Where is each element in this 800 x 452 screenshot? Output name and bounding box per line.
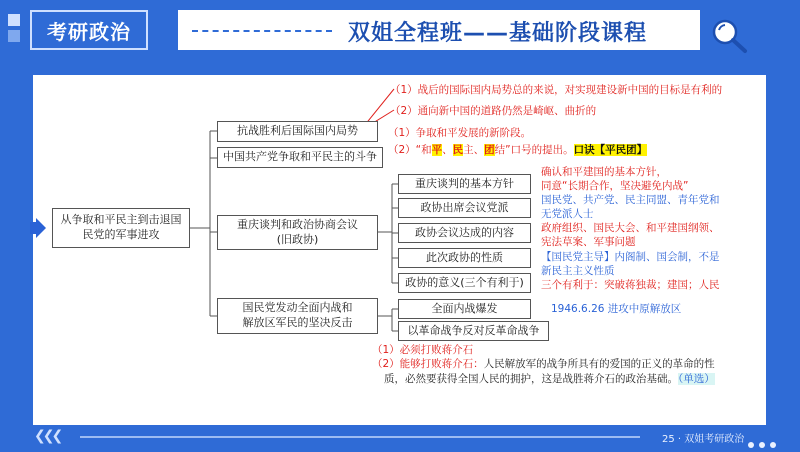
note-parties-2: 无党派人士 [541, 208, 594, 220]
keyword-peace: 平 [431, 144, 443, 156]
node-chongqing-talks-line1: 重庆谈判和政治协商会议 [237, 217, 358, 231]
note-nature-1: 【国民党主导】内阁制、国会制，不是 [541, 251, 720, 263]
note-struggle-2-sep1: 、 [442, 144, 453, 156]
node-civil-war-line1: 国民党发动全面内战和 [242, 301, 353, 315]
note-situation-1: （1）战后的国际国内局势总的来说，对实现建设新中国的目标是有利的 [390, 84, 723, 96]
note-war-date: 1946.6.26 进攻中原解放区 [551, 303, 682, 315]
title-dash-line [192, 30, 332, 32]
node-civil-war-line2: 解放区军民的坚决反击 [242, 316, 353, 329]
note-struggle-2-post: 结”口号的提出。 [494, 144, 574, 156]
logo-title: 考研政治 [30, 10, 148, 50]
search-icon[interactable] [705, 14, 755, 58]
node-revolutionary-war: 以革命战争反对反革命战争 [398, 321, 549, 341]
node-postwar-situation: 抗战胜利后国际国内局势 [217, 121, 378, 142]
note-struggle-2 [388, 142, 647, 157]
course-title-box [178, 10, 700, 50]
note-struggle-1: （1）争取和平发展的新阶段。 [388, 127, 532, 139]
node-full-civil-war: 全面内战爆发 [398, 299, 531, 319]
node-civil-war [217, 298, 378, 334]
node-chongqing-talks [217, 215, 378, 250]
page-label: 25 · 双姐考研政治 [662, 434, 745, 445]
note-content-2: 宪法草案、军事问题 [541, 236, 636, 248]
node-chongqing-talks-line2: (旧政协) [276, 232, 319, 246]
header-bar [0, 0, 800, 62]
note-significance: 三个有利于：突破蒋独裁；建国；人民 [541, 279, 720, 291]
note-situation-2: （2）通向新中国的道路仍然是崎岖、曲折的 [390, 105, 597, 117]
mnemonic-tip: 口诀【平民团】 [573, 144, 648, 156]
note-can-defeat [372, 356, 715, 371]
decorative-squares [8, 14, 20, 46]
note-can-defeat-text-1: 人民解放军的战争所具有的爱国的正义的革命的性 [483, 358, 715, 370]
note-must-defeat: （1）必须打败蒋介石 [372, 344, 474, 356]
single-choice-tag: （单选） [678, 373, 715, 385]
note-content-1: 政府组织、国民大会、和平建国纲领、 [541, 222, 720, 234]
node-cpc-struggle: 中国共产党争取和平民主的斗争 [217, 147, 383, 168]
note-can-defeat-label: （2）能够打败蒋介石： [372, 358, 484, 370]
node-pcc-nature: 此次政协的性质 [398, 248, 531, 268]
note-can-defeat-text-2: 质，必然要获得全国人民的拥护，这是战胜蒋介石的政治基础。 [384, 373, 678, 385]
course-title: 双姐全程班——基础阶段课程 [348, 21, 648, 46]
note-principle-2: 同意“长期合作，坚决避免内战” [541, 180, 689, 192]
node-pcc-content: 政协会议达成的内容 [398, 223, 531, 243]
note-struggle-2-pre: （2）“和 [388, 144, 432, 156]
note-can-defeat-line2 [384, 371, 715, 386]
node-talks-principle: 重庆谈判的基本方针 [398, 174, 531, 194]
keyword-unity: 团 [484, 144, 495, 156]
note-principle-1: 确认和平建国的基本方针， [541, 166, 667, 178]
note-nature-2: 新民主主义性质 [541, 265, 615, 277]
note-struggle-2-sep2: 主、 [463, 144, 485, 156]
note-parties-1: 国民党、共产党、民主同盟、青年党和 [541, 194, 720, 206]
keyword-democracy: 民 [452, 144, 464, 156]
more-dots-icon[interactable] [748, 433, 781, 452]
node-pcc-parties: 政协出席会议党派 [398, 198, 531, 218]
back-chevrons-icon[interactable]: ❮❮❮ [34, 428, 61, 444]
root-node: 从争取和平民主到击退国民党的军事进攻 [52, 208, 190, 248]
footer-line [80, 436, 640, 438]
node-pcc-significance: 政协的意义(三个有利于) [398, 273, 531, 293]
